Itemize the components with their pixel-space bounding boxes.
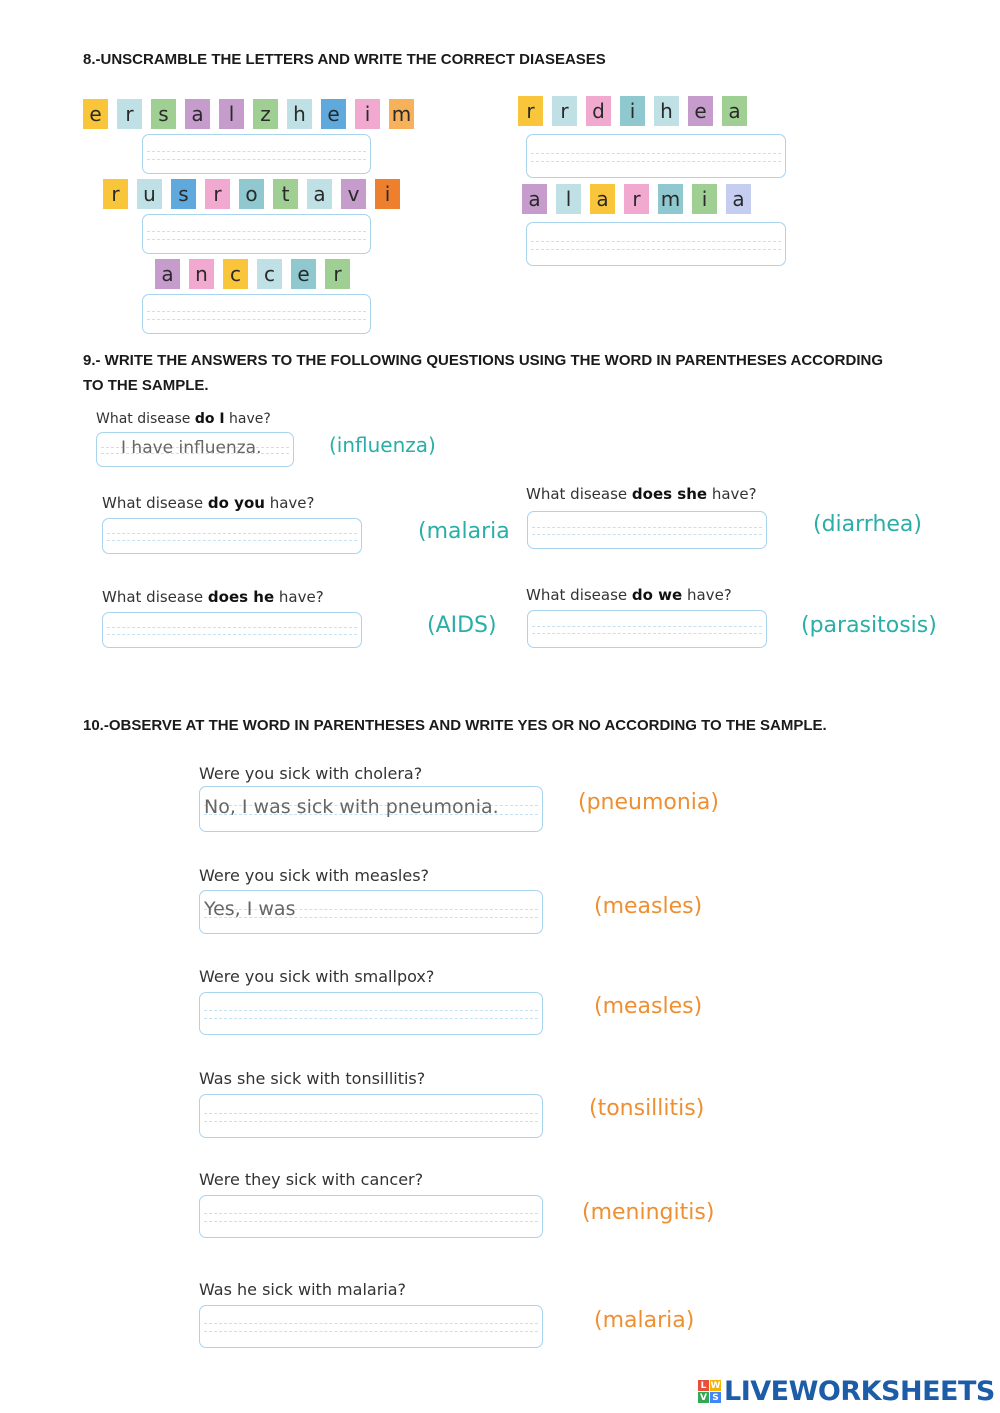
letter-tile: i: [375, 179, 400, 209]
question-9-3: What disease does he have?: [102, 588, 324, 606]
hint-9-1: (malaria: [418, 519, 510, 544]
letter-tile: a: [590, 184, 615, 214]
letter-tile: r: [552, 96, 577, 126]
letter-tile: l: [219, 99, 244, 129]
letter-tile: o: [239, 179, 264, 209]
answer-field-9-1[interactable]: [102, 518, 362, 554]
letter-tile: r: [325, 259, 350, 289]
scrambled-word-2: [103, 179, 409, 209]
sample-answer-10-1: No, I was sick with pneumonia.: [204, 796, 499, 818]
letter-tile: z: [253, 99, 278, 129]
question-9-4: What disease do we have?: [526, 586, 732, 604]
letter-tile: a: [307, 179, 332, 209]
answer-field-8-4[interactable]: [526, 134, 786, 178]
letter-tile: a: [722, 96, 747, 126]
letter-tile: a: [155, 259, 180, 289]
answer-field-10-1: [199, 786, 543, 832]
letter-tile: d: [586, 96, 611, 126]
letter-tile: c: [257, 259, 282, 289]
hint-9-2: (diarrhea): [813, 512, 923, 537]
question-10-5: Were they sick with cancer?: [199, 1170, 424, 1189]
letter-tile: e: [291, 259, 316, 289]
letter-tile: r: [624, 184, 649, 214]
scrambled-word-4: [518, 96, 756, 126]
letter-tile: m: [389, 99, 414, 129]
scrambled-word-3: [155, 259, 359, 289]
letter-tile: r: [103, 179, 128, 209]
letter-tile: s: [171, 179, 196, 209]
sample-answer: I have influenza.: [121, 438, 262, 458]
hint-10-2: (measles): [594, 894, 703, 919]
section9-heading-line2: TO THE SAMPLE.: [83, 377, 209, 394]
letter-tile: l: [556, 184, 581, 214]
letter-tile: v: [341, 179, 366, 209]
question-10-2: Were you sick with measles?: [199, 866, 430, 885]
answer-field-9-2[interactable]: [527, 511, 767, 549]
hint-10-3: (measles): [594, 994, 703, 1019]
hint-10-4: (tonsillitis): [589, 1096, 705, 1121]
letter-tile: r: [518, 96, 543, 126]
letter-tile: i: [355, 99, 380, 129]
question-10-1: Were you sick with cholera?: [199, 764, 423, 783]
answer-field-9-4[interactable]: [527, 610, 767, 648]
letter-tile: a: [726, 184, 751, 214]
sample-answer-10-2: Yes, I was: [204, 898, 296, 920]
scrambled-word-5: [522, 184, 760, 214]
letter-tile: n: [189, 259, 214, 289]
hint-10-5: (meningitis): [582, 1200, 715, 1225]
hint-9-4: (parasitosis): [801, 613, 937, 638]
letter-tile: h: [287, 99, 312, 129]
question-9-sample: What disease do I have?: [96, 411, 271, 427]
letter-tile: m: [658, 184, 683, 214]
letter-tile: e: [688, 96, 713, 126]
question-10-3: Were you sick with smallpox?: [199, 967, 435, 986]
liveworksheets-logo-icon: L W V S: [698, 1380, 721, 1403]
letter-tile: a: [185, 99, 210, 129]
letter-tile: r: [205, 179, 230, 209]
question-9-2: What disease does she have?: [526, 485, 757, 503]
letter-tile: i: [620, 96, 645, 126]
answer-field-9-sample: [96, 432, 294, 467]
answer-field-8-1[interactable]: [142, 134, 371, 174]
letter-tile: c: [223, 259, 248, 289]
answer-field-9-3[interactable]: [102, 612, 362, 648]
answer-field-8-5[interactable]: [526, 222, 786, 266]
section8-heading: 8.-UNSCRAMBLE THE LETTERS AND WRITE THE CORRECT DIASEASES: [83, 51, 606, 68]
answer-field-10-2: [199, 890, 543, 934]
answer-field-10-4[interactable]: [199, 1094, 543, 1138]
letter-tile: t: [273, 179, 298, 209]
question-9-1: What disease do you have?: [102, 494, 315, 512]
hint-10-6: (malaria): [594, 1308, 695, 1333]
answer-field-10-3[interactable]: [199, 992, 543, 1035]
letter-tile: u: [137, 179, 162, 209]
answer-field-8-2[interactable]: [142, 214, 371, 254]
letter-tile: r: [117, 99, 142, 129]
letter-tile: s: [151, 99, 176, 129]
letter-tile: h: [654, 96, 679, 126]
hint-10-1: (pneumonia): [578, 790, 719, 815]
section9-heading-line1: 9.- WRITE THE ANSWERS TO THE FOLLOWING QUESTIONS USING THE WORD IN PARENTHESES ACCORDING: [83, 352, 884, 369]
letter-tile: e: [321, 99, 346, 129]
letter-tile: e: [83, 99, 108, 129]
answer-field-10-5[interactable]: [199, 1195, 543, 1238]
brand-name: LIVEWORKSHEETS: [724, 1376, 995, 1407]
hint-9-sample: (influenza): [329, 433, 436, 457]
section10-heading: 10.-OBSERVE AT THE WORD IN PARENTHESES AND WRITE YES OR NO ACCORDING TO THE SAMPLE.: [83, 717, 827, 734]
answer-field-8-3[interactable]: [142, 294, 371, 334]
liveworksheets-footer[interactable]: [698, 1376, 995, 1407]
letter-tile: i: [692, 184, 717, 214]
hint-9-3: (AIDS): [427, 613, 497, 638]
answer-field-10-6[interactable]: [199, 1305, 543, 1348]
question-10-4: Was she sick with tonsillitis?: [199, 1069, 426, 1088]
letter-tile: a: [522, 184, 547, 214]
scrambled-word-1: [83, 99, 423, 129]
question-10-6: Was he sick with malaria?: [199, 1280, 407, 1299]
